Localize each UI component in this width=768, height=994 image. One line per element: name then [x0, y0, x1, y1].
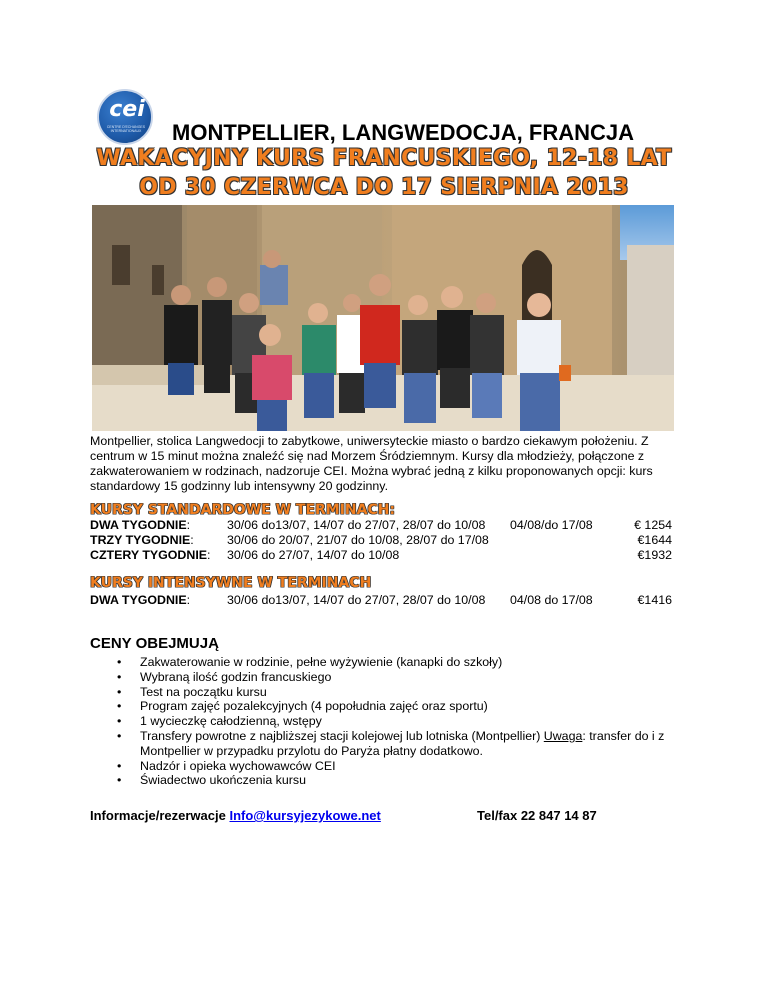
group-photo [92, 205, 674, 431]
row-dates: 30/06 do 20/07, 21/07 do 10/08, 28/07 do 17/08 [227, 533, 489, 547]
intensive-heading: KURSY INTENSYWNE W TERMINACH [90, 575, 372, 591]
standard-row [0, 548, 768, 563]
list-item: • Wybraną ilość godzin francuskiego [117, 670, 682, 685]
logo-subtext: CENTRE D'ECHANGES INTERNATIONAUX [106, 125, 146, 133]
info-label: Informacje/rezerwacje [90, 808, 226, 823]
row-dates: 30/06 do 27/07, 14/07 do 10/08 [227, 548, 400, 562]
row-dates: 30/06 do13/07, 14/07 do 27/07, 28/07 do 10/08 [227, 518, 486, 532]
note-text: : transfer do i z Montpellier w przypadku przylotu do Paryża płatny dodatkowo. [140, 728, 665, 758]
row-extra-dates: 04/08/do 17/08 [510, 518, 593, 532]
intensive-row [0, 593, 768, 608]
list-item: • Zakwaterowanie w rodzinie, pełne wyżywienie (kanapki do szkoły) [117, 655, 682, 670]
logo-text: cei [109, 97, 145, 122]
row-label: CZTERY TYGODNIE: [90, 548, 211, 562]
intro-paragraph: Montpellier, stolica Langwedocji to zabytkowe, uniwersyteckie miasto o bardzo ciekawym położeniu. Z centrum w 15 minut można znaleźć się nad Morzem Śródziemnym. Kursy dla młodzieży, połączone z zakwaterowaniem w rodzinach, nadzoruje CEI. Można wybrać jedną z kilku proponowanych opcji: kurs standardowy 15 godzinny lub intensywny 20 godzinny. [90, 434, 653, 493]
row-label: TRZY TYGODNIE: [90, 533, 194, 547]
row-price: €1416 [637, 593, 672, 607]
row-price: €1932 [637, 548, 672, 562]
list-item [117, 729, 682, 759]
note-label: Uwaga [543, 728, 583, 743]
course-title: WAKACYJNY KURS FRANCUSKIEGO, 12-18 LAT [96, 146, 672, 171]
list-item: • Świadectwo ukończenia kursu [117, 773, 682, 788]
transfer-text: Transfery powrotne z najbliższej stacji kolejowej lub lotniska (Montpellier) [140, 728, 544, 743]
row-label: DWA TYGODNIE: [90, 518, 191, 532]
email-link[interactable]: Info@kursyjezykowe.net [229, 808, 381, 823]
row-dates: 30/06 do13/07, 14/07 do 27/07, 28/07 do 10/08 [227, 593, 486, 607]
includes-heading: CENY OBEJMUJĄ [90, 635, 219, 652]
row-price: € 1254 [634, 518, 672, 532]
row-extra-dates: 04/08 do 17/08 [510, 593, 593, 607]
location-title: MONTPELLIER, LANGWEDOCJA, FRANCJA [172, 120, 634, 145]
list-item: • 1 wycieczkę całodzienną, wstępy [117, 714, 682, 729]
row-price: €1644 [637, 533, 672, 547]
standard-heading: KURSY STANDARDOWE W TERMINACH: [90, 502, 396, 518]
contact-info [90, 808, 381, 823]
phone-fax: Tel/fax 22 847 14 87 [477, 808, 597, 823]
row-label: DWA TYGODNIE: [90, 593, 191, 607]
list-item: • Program zajęć pozalekcyjnych (4 popołudnia zajęć oraz sportu) [117, 699, 682, 714]
standard-row [0, 518, 768, 533]
includes-list [117, 655, 682, 788]
list-item: • Nadzór i opieka wychowawców CEI [117, 759, 682, 774]
dates-title: OD 30 CZERWCA DO 17 SIERPNIA 2013 [139, 175, 629, 200]
list-item: • Test na początku kursu [117, 685, 682, 700]
standard-row [0, 533, 768, 548]
